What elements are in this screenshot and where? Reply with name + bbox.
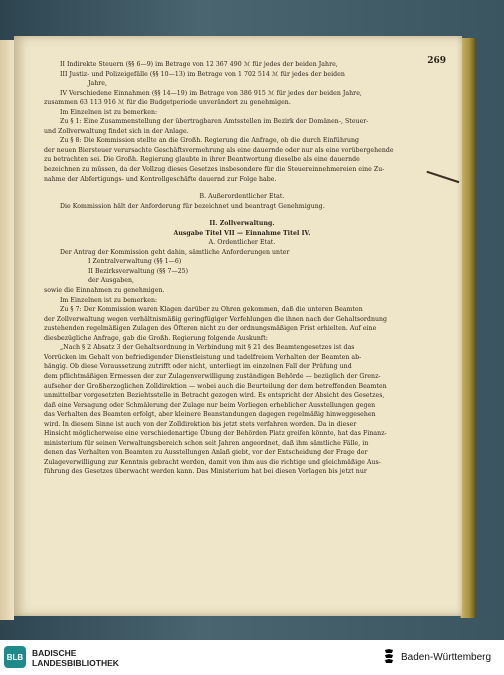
text-line: II Indirekte Steuern (§§ 6—9) im Betrage von 12 367 490 ℳ für jedes der beiden Jahre,	[60, 61, 338, 68]
text-line: unmittelbar vorgesetzten Beziehtsstelle in Betracht gezogen wird. Es entspricht der Absicht des Gesetzes,	[44, 392, 385, 400]
document-page	[14, 36, 462, 616]
text-line: A. Ordentlicher Etat.	[208, 239, 276, 247]
text-line: Im Einzelnen ist zu bemerken:	[60, 296, 158, 304]
text-line: Jahre,	[88, 80, 108, 88]
text-line: der Zollverwaltung wegen verhältnismäßig geringfügiger Verfehlungen die ihnen nach der Gehaltsordnung	[44, 315, 388, 323]
text-line: wird. In diesem Sinne ist auch von der Zolldirektion bis jetzt stets verfahren worden. Da in dieser	[44, 420, 357, 428]
text-line: zusammen 63 113 916 ℳ für die Budgetperiode unverändert zu genehmigen.	[44, 99, 291, 107]
page-number: 269	[427, 56, 446, 66]
library-name	[32, 648, 119, 668]
footer-bar	[0, 640, 504, 675]
text-line: Zu § 1: Eine Zusammenstellung der übertragbaren Amtsstellen im Bezirk der Domänen-, Steuer-	[60, 118, 369, 126]
text-line: Ausgabe Titel VII — Einnahme Titel IV.	[173, 229, 311, 237]
text-line: das Verhalten des Beamten erfolgt, aber kleinere Beanstandungen dagegen regelmäßig hinweggesehen	[44, 411, 376, 419]
text-line: II Bezirksverwaltung (§§ 7—25)	[88, 267, 189, 275]
book-fore-edge	[460, 38, 475, 618]
text-line: Zu § 7: Der Kommission waren Klagen darüber zu Ohren gekommen, daß die unteren Beamten	[60, 306, 363, 314]
text-line: II. Zollverwaltung.	[209, 220, 275, 228]
text-line: nahme der Abfertigungs- und Kontrollgeschäfte dauernd zur Folge habe.	[44, 175, 277, 183]
text-line: IV Verschiedene Einnahmen (§§ 14—19) im Betrage von 386 915 ℳ für jedes der beiden Jahre,	[60, 89, 362, 97]
text-line: I Zentralverwaltung (§§ 1—6)	[88, 258, 182, 266]
facing-page-edge	[0, 40, 14, 620]
text-line: der neuen Biersteuer verursachte Geschäftsvermehrung als eine dauernde oder nur als eine vorübergehende	[44, 146, 394, 154]
text-line: B. Außerordentlicher Etat.	[199, 193, 285, 201]
text-line: Zulageverwilligung zur Kenntnis gebracht werden, damit von ihm aus die richtige und gleichmäßige Aus-	[44, 458, 381, 466]
text-line: Die Kommission hält der Anforderung für bezeichnet und beantragt Genehmigung.	[60, 202, 325, 210]
library-name-line2: LANDESBIBLIOTHEK	[32, 658, 119, 668]
text-line: ministerium für seinen Verwaltungsbereich schon seit Jahren angeordnet, daß ihm sämtliche Fälle, in	[44, 439, 369, 447]
text-line: zustehenden regelmäßigen Zulagen des Öfteren nicht zu der ordnungsmäßigen Frist erhielten. Auf eine	[44, 325, 377, 333]
text-line: und Zollverwaltung findet sich in der Anlage.	[44, 127, 189, 135]
text-line: diesbezügliche Anfrage, gab die Großh. Regierung folgende Auskunft:	[44, 334, 268, 342]
text-line: „Nach § 2 Absatz 3 der Gehaltsordnung in Verbindung mit § 21 des Beamtengesetzes ist das	[60, 344, 355, 352]
text-line: Im Einzelnen ist zu bemerken:	[60, 108, 158, 116]
text-line: daß eine Versagung oder Schmälerung der Zulage nur beim Vorliegen erheblicher Ausstellungen gegen	[44, 401, 376, 409]
text-line: führung des Gesetzes überwacht werden kann. Das Ministerium hat bei diesen Vorlagen bis jetzt nur	[44, 468, 367, 476]
baden-wuerttemberg-lions-icon	[383, 648, 395, 666]
text-line: zu betrachten sei. Die Großh. Regierung glaubte in ihrer Beantwortung dieselbe als eine dauernde	[44, 156, 360, 164]
text-line: III Justiz- und Polizeigefälle (§§ 10—13) im Betrage von 1 702 514 ℳ für jedes der beiden	[60, 70, 345, 78]
text-line: Hinsicht möglicherweise eine verschiedenartige Übung der Behörden Platz greifen könnte, hat das Finanz-	[44, 430, 387, 438]
text-line: der Ausgaben,	[88, 277, 135, 285]
text-line: Der Antrag der Kommission geht dahin, sämtliche Anforderungen unter	[60, 248, 290, 256]
text-line: bezeichnen zu müssen, da der Vollzug dieses Gesetzes insbesondere für die Steuereinnehmereien eine Zu-	[44, 166, 385, 174]
text-line: dem pflichtmäßigen Ermessen der zur Zulagenverwilligung zuständigen Behörde — bezüglich der Grenz-	[44, 372, 381, 380]
blb-logo-icon: BLB	[4, 646, 26, 668]
text-line: aufseher der Großherzoglichen Zolldirektion — wobei auch die Beurteilung der dem betreffenden Beamten	[44, 382, 387, 390]
text-line: sowie die Einnahmen zu genehmigen.	[44, 287, 165, 295]
page-text-body	[44, 60, 440, 477]
text-line: Vorrücken im Gehalt von befriedigender Dienstleistung und tadelfreiem Verhalten der Beamten ab-	[44, 353, 362, 361]
text-line: denen das Verhalten von Beamten zu Ausstellungen Anlaß giebt, vor der Entscheidung der Frage der	[44, 449, 368, 457]
text-line: hängig. Ob diese Voraussetzung zutrifft oder nicht, unterliegt im einzelnen Fall der Prüfung und	[44, 363, 352, 371]
state-name: Baden-Württemberg	[401, 652, 492, 663]
library-name-line1: BADISCHE	[32, 648, 77, 658]
text-line: Zu § 8: Die Kommission stellte an die Großh. Regierung die Anfrage, ob die durch Einführung	[60, 137, 360, 145]
